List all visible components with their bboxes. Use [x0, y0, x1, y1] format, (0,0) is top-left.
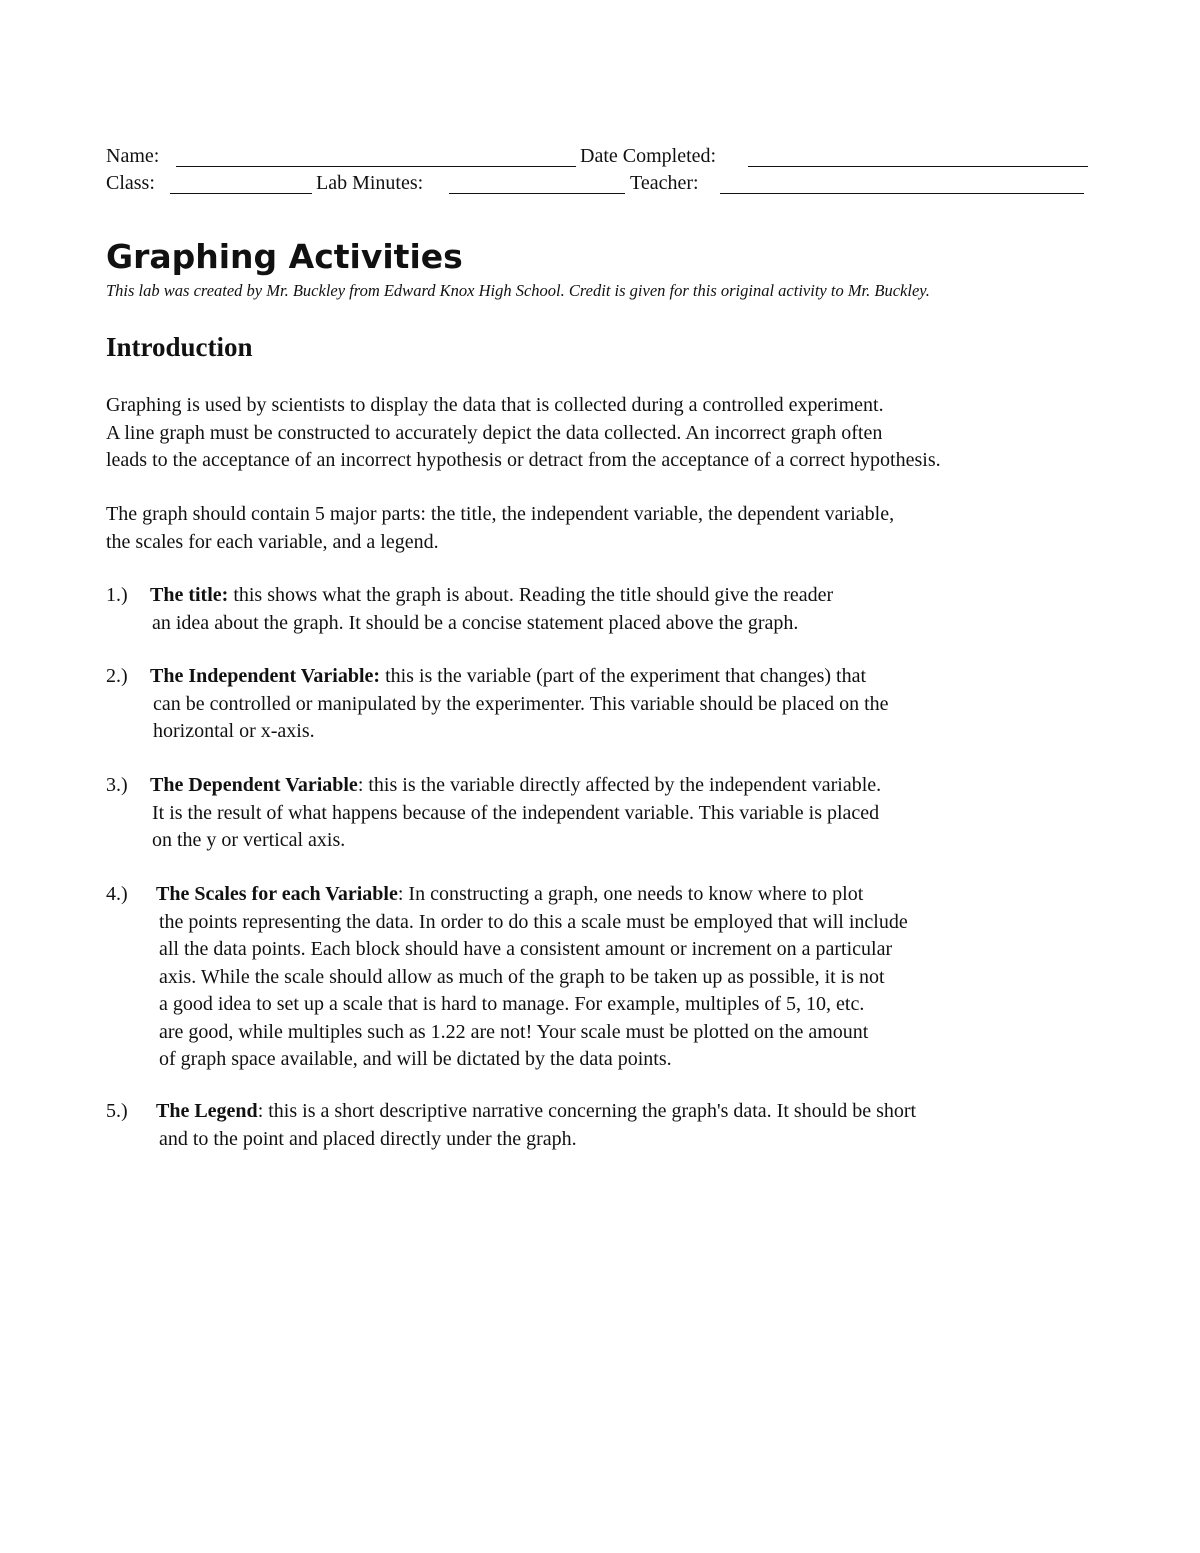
item-first-line [150, 772, 881, 800]
item-body [150, 582, 833, 637]
item-line: all the data points. Each block should have a consistent amount or increment on a particular [159, 938, 893, 960]
item-first-line-text: : In constructing a graph, one needs to know where to plot [397, 883, 864, 905]
item-term: The Legend [156, 1100, 258, 1122]
list-item [106, 1098, 1106, 1154]
intro-line: leads to the acceptance of an incorrect hypothesis or detract from the acceptance of a correct hypothesis. [106, 449, 941, 471]
item-line: an idea about the graph. It should be a concise statement placed above the graph. [152, 611, 799, 634]
item-term: The Scales for each Variable [156, 883, 398, 905]
form-row-class-lab-teacher [106, 171, 1096, 197]
item-line: It is the result of what happens because of the independent variable. This variable is placed [152, 801, 880, 824]
parts-line: the scales for each variable, and a legend. [106, 530, 439, 553]
class-label: Class: [106, 172, 155, 194]
class-field[interactable] [170, 171, 312, 194]
item-line: can be controlled or manipulated by the experimenter. This variable should be placed on the [153, 692, 889, 715]
list-item [106, 772, 1106, 856]
item-line: the points representing the data. In order to do this a scale must be employed that will include [159, 910, 908, 933]
item-first-line [156, 1098, 916, 1126]
item-term: The title: [150, 584, 229, 606]
form-row-name-date [106, 144, 1096, 170]
name-field[interactable] [176, 144, 576, 167]
teacher-label: Teacher: [630, 172, 699, 194]
item-line: of graph space available, and will be dictated by the data points. [159, 1048, 672, 1070]
item-number: 5.) [106, 1100, 128, 1122]
parts-line: The graph should contain 5 major parts: the title, the independent variable, the dependent variable, [106, 503, 895, 525]
teacher-field[interactable] [720, 171, 1084, 194]
page-title: Graphing Activities [106, 237, 463, 276]
lab-minutes-field[interactable] [449, 171, 625, 194]
item-term: The Independent Variable: [150, 665, 381, 687]
item-body [150, 663, 889, 746]
list-item [106, 582, 1106, 638]
item-line: horizontal or x-axis. [153, 720, 315, 742]
item-first-line-text: : this is a short descriptive narrative concerning the graph's data. It should be short [257, 1100, 917, 1122]
item-number: 1.) [106, 584, 128, 606]
credit-line: This lab was created by Mr. Buckley from Edward Knox High School. Credit is given for this original activity to Mr. Buckley. [106, 281, 930, 300]
item-line: axis. While the scale should allow as much of the graph to be taken up as possible, it is not [159, 965, 885, 988]
item-line: and to the point and placed directly under the graph. [159, 1127, 577, 1150]
item-body [150, 772, 881, 855]
item-body [156, 881, 908, 1074]
item-line: a good idea to set up a scale that is hard to manage. For example, multiples of 5, 10, etc. [159, 993, 865, 1015]
item-first-line-text: this shows what the graph is about. Reading the title should give the reader [228, 584, 834, 606]
item-first-line [150, 582, 833, 610]
date-completed-field[interactable] [748, 144, 1088, 167]
intro-line: Graphing is used by scientists to display the data that is collected during a controlled experiment. [106, 394, 884, 416]
item-first-line [150, 663, 889, 691]
item-first-line-text: : this is the variable directly affected by the independent variable. [357, 774, 882, 796]
item-body [156, 1098, 916, 1153]
item-line: on the y or vertical axis. [152, 829, 346, 851]
introduction-heading: Introduction [106, 332, 253, 362]
item-number: 3.) [106, 774, 128, 796]
intro-line: A line graph must be constructed to accurately depict the data collected. An incorrect graph often [106, 421, 883, 444]
list-item [106, 881, 1106, 1075]
item-line: are good, while multiples such as 1.22 are not! Your scale must be plotted on the amount [159, 1020, 869, 1043]
date-completed-label: Date Completed: [580, 145, 717, 167]
item-number: 4.) [106, 883, 128, 905]
name-label: Name: [106, 145, 160, 167]
parts-paragraph [106, 501, 894, 556]
item-first-line [156, 881, 908, 909]
item-term: The Dependent Variable [150, 774, 358, 796]
list-item [106, 663, 1106, 747]
intro-paragraph [106, 392, 941, 475]
item-number: 2.) [106, 665, 128, 687]
lab-minutes-label: Lab Minutes: [316, 172, 424, 194]
item-first-line-text: this is the variable (part of the experiment that changes) that [380, 665, 866, 687]
